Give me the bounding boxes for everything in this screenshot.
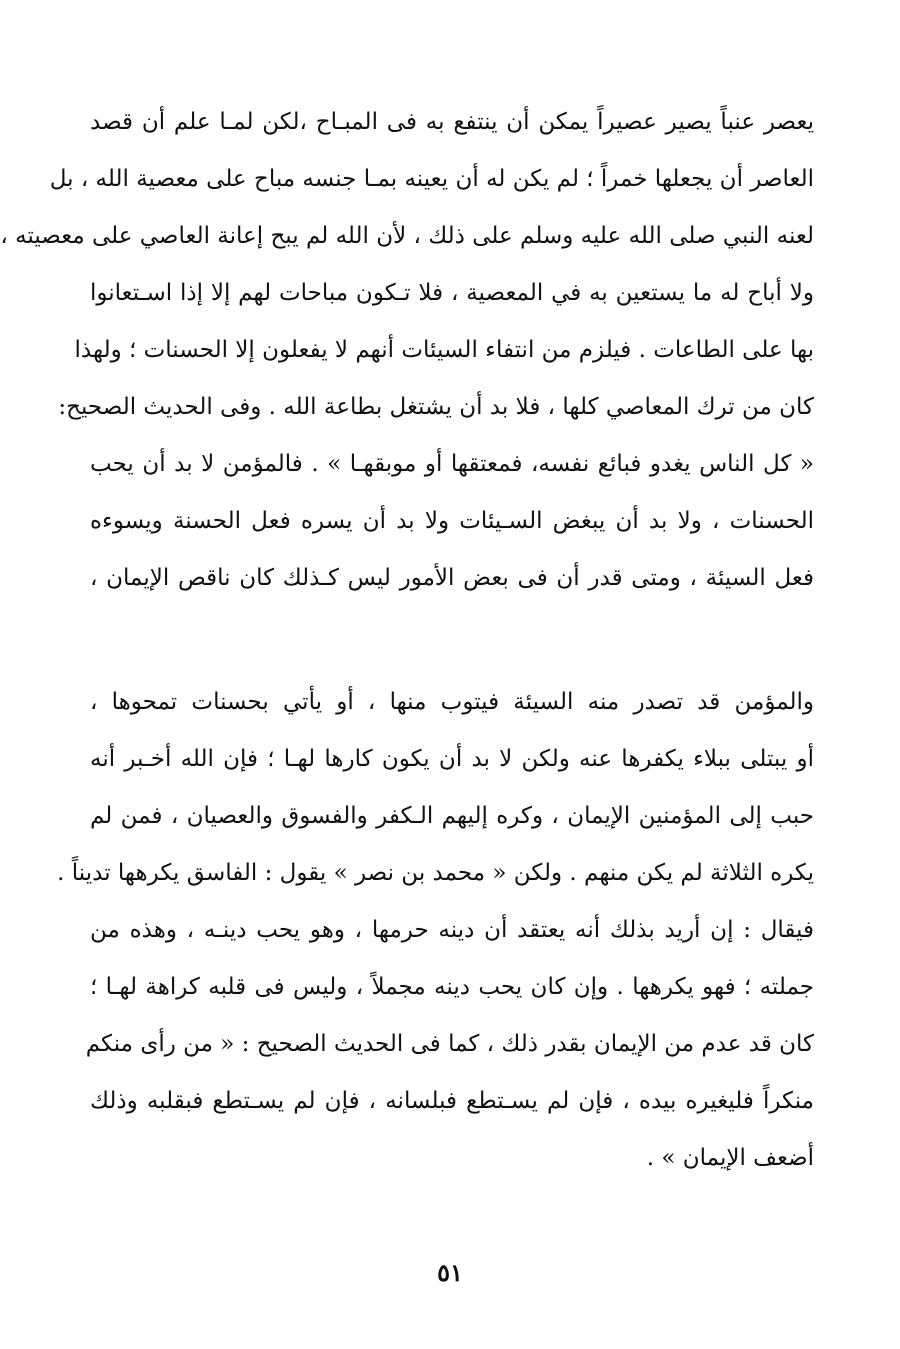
- text-line: فيقال : إن أريد بذلك أنه يعتقد أن دينه حرمها ، وهو يحب دينـه ، وهذه من: [90, 917, 814, 943]
- text-line: الحسنات ، ولا بد أن يبغض السـيئات ولا بد أن يسره فعل الحسنة ويسوءه: [90, 508, 814, 534]
- text-line: كان قد عدم من الإيمان بقدر ذلك ، كما فى الحديث الصحيح : « من رأى منكم: [85, 1031, 814, 1057]
- text-line: العاصر أن يجعلها خمراً ؛ لم يكن له أن يعينه بمـا جنسه مباح على معصية الله ، بل: [49, 166, 814, 192]
- text-line: منكراً فليغيره بيده ، فإن لم يسـتطع فبلسانه ، فإن لم يسـتطع فبقلبه وذلك: [90, 1088, 814, 1114]
- text-line: كان من ترك المعاصي كلها ، فلا بد أن يشتغل بطاعة الله . وفى الحديث الصحيح:: [58, 394, 814, 420]
- paragraph-2: [57, 674, 814, 1187]
- text-line: بها على الطاعات . فيلزم من انتفاء السيئات أنهم لا يفعلون إلا الحسنات ؛ ولهذا: [74, 337, 814, 363]
- text-line: يعصر عنباً يصير عصيراً يمكن أن ينتفع به فى المبـاح ،لكن لمـا علم أن قصد: [90, 109, 814, 135]
- text-line: فعل السيئة ، ومتى قدر أن فى بعض الأمور ليس كـذلك كان ناقص الإيمان ،: [90, 565, 814, 591]
- text-line: ولا أباح له ما يستعين به في المعصية ، فلا تـكون مباحات لهم إلا إذا اسـتعانوا: [90, 280, 814, 306]
- text-line: يكره الثلاثة لم يكن منهم . ولكن « محمد بن نصر » يقول : الفاسق يكرهها تديناً .: [57, 860, 814, 886]
- text-line: أضعف الإيمان » .: [646, 1145, 814, 1171]
- text-line: أو يبتلى ببلاء يكفرها عنه ولكن لا بد أن يكون كارها لهـا ؛ فإن الله أخـبر أنه: [90, 746, 814, 772]
- text-line: « كل الناس يغدو فبائع نفسه، فمعتقها أو موبقهـا » . فالمؤمن لا بد أن يحب: [90, 451, 814, 477]
- text-line: والمؤمن قد تصدر منه السيئة فيتوب منها ، أو يأتي بحسنات تمحوها ،: [90, 689, 814, 715]
- text-line: لعنه النبي صلى الله عليه وسلم على ذلك ، لأن الله لم يبح إعانة العاصي على معصيته ،: [0, 223, 814, 249]
- page-number: ٥١: [437, 1258, 463, 1287]
- text-line: جملته ؛ فهو يكرهها . وإن كان يحب دينه مجملاً ، وليس فى قلبه كراهة لهـا ؛: [90, 974, 814, 1000]
- paragraph-1: [0, 94, 814, 607]
- text-line: حبب إلى المؤمنين الإيمان ، وكره إليهم الـكفر والفسوق والعصيان ، فمن لم: [90, 803, 814, 829]
